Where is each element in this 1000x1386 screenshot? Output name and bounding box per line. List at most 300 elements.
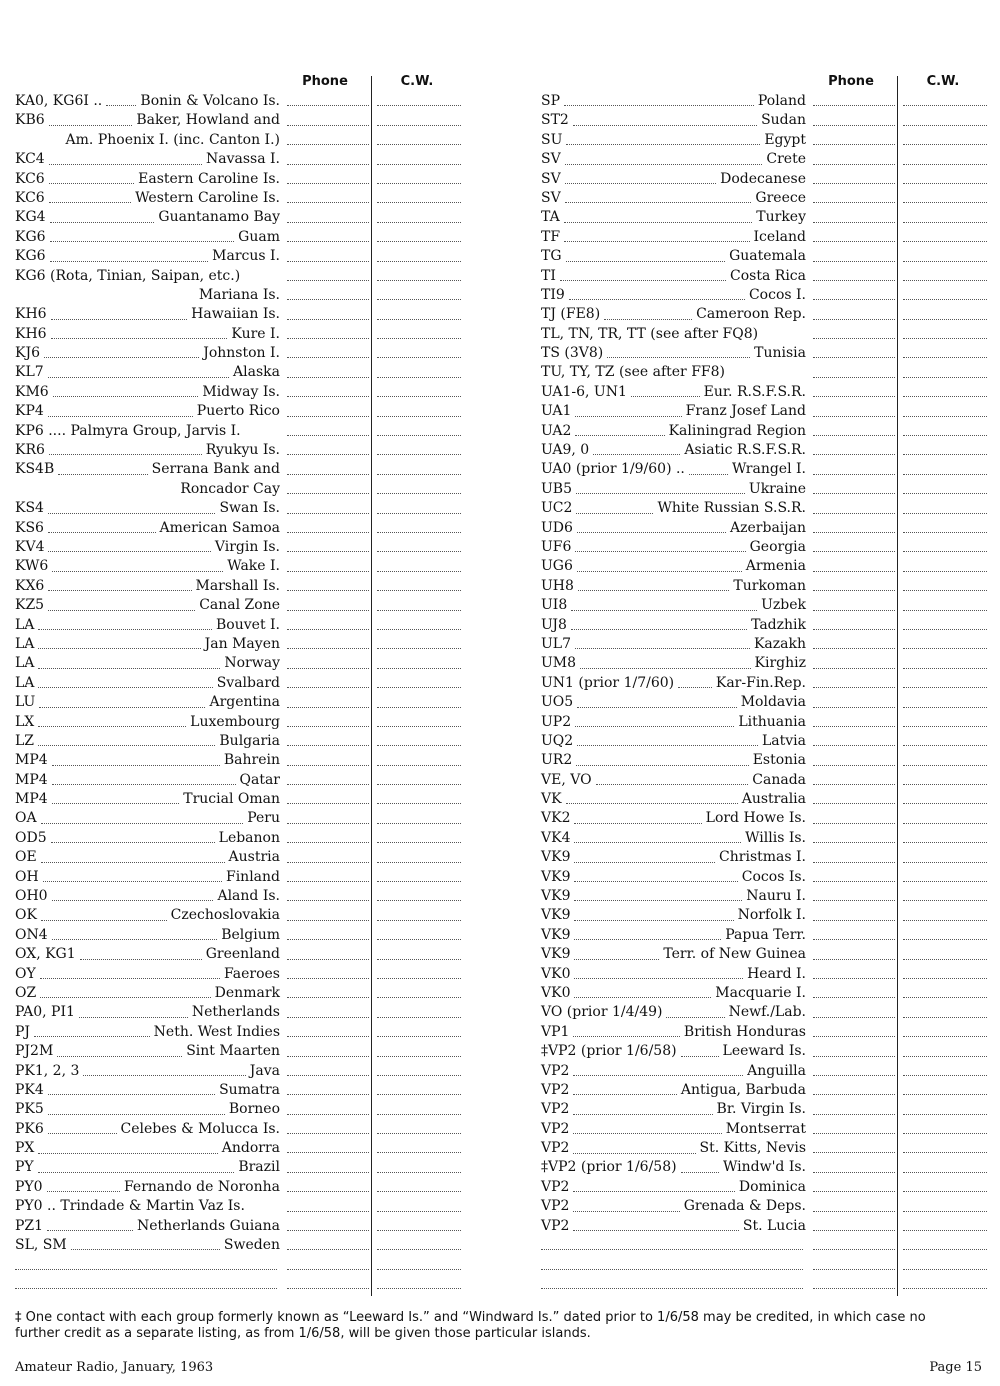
country-name: Antigua, Barbuda: [680, 1081, 806, 1098]
cw-entry-field[interactable]: [377, 997, 461, 998]
phone-entry-field[interactable]: [813, 765, 895, 766]
phone-entry-field[interactable]: [287, 357, 369, 358]
phone-entry-field[interactable]: [813, 241, 895, 242]
phone-entry-field[interactable]: [287, 1036, 369, 1037]
cw-entry-field[interactable]: [903, 1249, 987, 1250]
cw-entry-field[interactable]: [903, 299, 987, 300]
cw-entry-field[interactable]: [377, 454, 461, 455]
cw-entry-field[interactable]: [903, 513, 987, 514]
phone-entry-field[interactable]: [813, 532, 895, 533]
phone-entry-field[interactable]: [287, 1211, 369, 1212]
prefix: VK0: [541, 984, 571, 1001]
cw-entry-field[interactable]: [377, 784, 461, 785]
phone-entry-field[interactable]: [813, 590, 895, 591]
phone-entry-field[interactable]: [287, 454, 369, 455]
cw-entry-field[interactable]: [377, 513, 461, 514]
cw-entry-field[interactable]: [377, 610, 461, 611]
phone-entry-field[interactable]: [813, 202, 895, 203]
cw-entry-field[interactable]: [903, 319, 987, 320]
cw-entry-field[interactable]: [903, 1269, 987, 1270]
phone-entry-field[interactable]: [813, 144, 895, 145]
phone-entry-field[interactable]: [813, 377, 895, 378]
phone-entry-field[interactable]: [287, 1269, 369, 1270]
cw-entry-field[interactable]: [903, 125, 987, 126]
cw-entry-field[interactable]: [903, 416, 987, 417]
phone-entry-field[interactable]: [287, 125, 369, 126]
cw-entry-field[interactable]: [903, 1211, 987, 1212]
country-name: Ukraine: [748, 480, 806, 497]
cw-entry-field[interactable]: [903, 1094, 987, 1095]
cw-entry-field[interactable]: [377, 668, 461, 669]
country-entry: [541, 305, 806, 324]
phone-entry-field[interactable]: [287, 862, 369, 863]
cw-entry-field[interactable]: [377, 1075, 461, 1076]
cw-entry-field[interactable]: [377, 726, 461, 727]
phone-entry-field[interactable]: [813, 959, 895, 960]
phone-entry-field[interactable]: [287, 241, 369, 242]
dot-leader: [49, 111, 133, 130]
phone-entry-field[interactable]: [287, 707, 369, 708]
phone-entry-field[interactable]: [287, 551, 369, 552]
cw-entry-field[interactable]: [903, 803, 987, 804]
cw-entry-field[interactable]: [377, 629, 461, 630]
cw-entry-field[interactable]: [377, 1036, 461, 1037]
cw-entry-field[interactable]: [377, 920, 461, 921]
phone-entry-field[interactable]: [813, 648, 895, 649]
phone-entry-field[interactable]: [813, 222, 895, 223]
blank-country-field[interactable]: [541, 1288, 803, 1289]
phone-entry-field[interactable]: [813, 280, 895, 281]
phone-entry-field[interactable]: [287, 1075, 369, 1076]
phone-entry-field[interactable]: [813, 183, 895, 184]
cw-entry-field[interactable]: [377, 416, 461, 417]
cw-entry-field[interactable]: [903, 823, 987, 824]
dot-leader: [573, 1178, 734, 1197]
blank-country-field[interactable]: [15, 1269, 277, 1270]
cw-entry-field[interactable]: [903, 532, 987, 533]
cw-entry-field[interactable]: [903, 144, 987, 145]
phone-entry-field[interactable]: [813, 125, 895, 126]
phone-entry-field[interactable]: [287, 590, 369, 591]
cw-entry-field[interactable]: [377, 862, 461, 863]
phone-entry-field[interactable]: [287, 765, 369, 766]
cw-entry-field[interactable]: [903, 900, 987, 901]
phone-entry-field[interactable]: [287, 1114, 369, 1115]
phone-entry-field[interactable]: [813, 726, 895, 727]
phone-entry-field[interactable]: [813, 1172, 895, 1173]
prefix: UO5: [541, 694, 574, 711]
cw-entry-field[interactable]: [903, 745, 987, 746]
cw-entry-field[interactable]: [903, 1056, 987, 1057]
phone-entry-field[interactable]: [813, 823, 895, 824]
dot-leader: [574, 809, 701, 828]
prefix: TJ (FE8): [541, 306, 601, 323]
country-name: Lithuania: [738, 713, 806, 730]
phone-entry-field[interactable]: [813, 493, 895, 494]
phone-entry-field[interactable]: [813, 1075, 895, 1076]
phone-entry-field[interactable]: [287, 1056, 369, 1057]
cw-entry-field[interactable]: [903, 1075, 987, 1076]
phone-entry-field[interactable]: [813, 1191, 895, 1192]
cw-entry-field[interactable]: [903, 648, 987, 649]
prefix: PJ2M: [15, 1043, 54, 1060]
cw-entry-field[interactable]: [377, 1094, 461, 1095]
phone-entry-field[interactable]: [287, 920, 369, 921]
cw-entry-field[interactable]: [903, 629, 987, 630]
phone-entry-field[interactable]: [813, 629, 895, 630]
phone-entry-field[interactable]: [813, 1114, 895, 1115]
cw-entry-field[interactable]: [903, 1114, 987, 1115]
cw-entry-field[interactable]: [377, 551, 461, 552]
phone-entry-field[interactable]: [287, 532, 369, 533]
cw-entry-field[interactable]: [377, 474, 461, 475]
cw-entry-field[interactable]: [377, 959, 461, 960]
phone-entry-field[interactable]: [287, 959, 369, 960]
phone-entry-field[interactable]: [287, 377, 369, 378]
phone-entry-field[interactable]: [287, 1191, 369, 1192]
country-name: Windw'd Is.: [722, 1159, 806, 1176]
dot-leader: [574, 829, 741, 848]
cw-entry-field[interactable]: [903, 668, 987, 669]
cw-entry-field[interactable]: [903, 978, 987, 979]
phone-entry-field[interactable]: [813, 707, 895, 708]
cw-entry-field[interactable]: [377, 319, 461, 320]
phone-entry-field[interactable]: [813, 668, 895, 669]
cw-entry-field[interactable]: [377, 590, 461, 591]
phone-entry-field[interactable]: [287, 648, 369, 649]
cw-entry-field[interactable]: [377, 900, 461, 901]
phone-entry-field[interactable]: [813, 1211, 895, 1212]
country-entry: [541, 906, 806, 925]
phone-entry-field[interactable]: [287, 1152, 369, 1153]
phone-entry-field[interactable]: [287, 726, 369, 727]
phone-entry-field[interactable]: [813, 435, 895, 436]
cw-entry-field[interactable]: [903, 707, 987, 708]
cw-entry-field[interactable]: [377, 803, 461, 804]
phone-entry-field[interactable]: [287, 183, 369, 184]
phone-entry-field[interactable]: [813, 261, 895, 262]
country-entry: [541, 965, 806, 984]
phone-entry-field[interactable]: [813, 978, 895, 979]
country-entry: [15, 383, 280, 402]
cw-entry-field[interactable]: [377, 745, 461, 746]
cw-entry-field[interactable]: [903, 590, 987, 591]
dot-leader: [52, 887, 214, 906]
cw-entry-field[interactable]: [903, 1172, 987, 1173]
cw-entry-field[interactable]: [903, 474, 987, 475]
prefix: TG: [541, 248, 562, 265]
phone-entry-field[interactable]: [813, 357, 895, 358]
country-name: St. Lucia: [742, 1217, 806, 1234]
cw-entry-field[interactable]: [903, 1230, 987, 1231]
phone-entry-field[interactable]: [287, 784, 369, 785]
cw-entry-field[interactable]: [377, 571, 461, 572]
cw-entry-field[interactable]: [903, 377, 987, 378]
country-entry: [541, 422, 806, 441]
phone-entry-field[interactable]: [813, 513, 895, 514]
cw-entry-field[interactable]: [377, 144, 461, 145]
cw-entry-field[interactable]: [903, 1152, 987, 1153]
phone-entry-field[interactable]: [287, 687, 369, 688]
phone-entry-field[interactable]: [287, 900, 369, 901]
phone-entry-field[interactable]: [813, 881, 895, 882]
phone-entry-field[interactable]: [287, 1230, 369, 1231]
dot-leader: [38, 654, 220, 673]
cw-entry-field[interactable]: [377, 1133, 461, 1134]
cw-entry-field[interactable]: [377, 765, 461, 766]
cw-entry-field[interactable]: [903, 357, 987, 358]
phone-entry-field[interactable]: [287, 1172, 369, 1173]
phone-entry-field[interactable]: [287, 610, 369, 611]
dot-leader: [51, 325, 228, 344]
cw-entry-field[interactable]: [903, 1017, 987, 1018]
cw-entry-field[interactable]: [377, 202, 461, 203]
cw-entry-field[interactable]: [377, 338, 461, 339]
cw-entry-field[interactable]: [903, 222, 987, 223]
phone-entry-field[interactable]: [287, 513, 369, 514]
phone-entry-field[interactable]: [813, 1036, 895, 1037]
cw-entry-field[interactable]: [377, 1056, 461, 1057]
prefix: UQ2: [541, 732, 574, 749]
phone-entry-field[interactable]: [287, 1288, 369, 1289]
dot-leader: [52, 557, 223, 576]
cw-entry-field[interactable]: [377, 1249, 461, 1250]
phone-entry-field[interactable]: [287, 978, 369, 979]
dot-leader: [38, 674, 212, 693]
cw-entry-field[interactable]: [377, 687, 461, 688]
phone-entry-field[interactable]: [813, 997, 895, 998]
phone-entry-field[interactable]: [813, 1152, 895, 1153]
phone-entry-field[interactable]: [287, 571, 369, 572]
cw-entry-field[interactable]: [903, 939, 987, 940]
phone-entry-field[interactable]: [813, 920, 895, 921]
phone-entry-field[interactable]: [287, 338, 369, 339]
cw-entry-field[interactable]: [903, 493, 987, 494]
phone-entry-field[interactable]: [813, 105, 895, 106]
cw-entry-field[interactable]: [903, 261, 987, 262]
country-entry: [15, 1042, 280, 1061]
cw-entry-field[interactable]: [377, 105, 461, 106]
cw-entry-field[interactable]: [377, 183, 461, 184]
phone-entry-field[interactable]: [287, 1133, 369, 1134]
cw-entry-field[interactable]: [377, 1211, 461, 1212]
cw-entry-field[interactable]: [903, 454, 987, 455]
phone-entry-field[interactable]: [813, 610, 895, 611]
phone-entry-field[interactable]: [813, 862, 895, 863]
cw-entry-field[interactable]: [903, 959, 987, 960]
phone-entry-field[interactable]: [287, 997, 369, 998]
phone-entry-field[interactable]: [813, 939, 895, 940]
phone-entry-field[interactable]: [287, 164, 369, 165]
phone-entry-field[interactable]: [813, 299, 895, 300]
phone-entry-field[interactable]: [287, 261, 369, 262]
cw-entry-field[interactable]: [903, 241, 987, 242]
phone-entry-field[interactable]: [813, 416, 895, 417]
phone-entry-field[interactable]: [813, 1133, 895, 1134]
cw-entry-field[interactable]: [903, 862, 987, 863]
cw-entry-field[interactable]: [377, 1172, 461, 1173]
phone-entry-field[interactable]: [813, 784, 895, 785]
phone-entry-field[interactable]: [287, 319, 369, 320]
cw-entry-field[interactable]: [377, 532, 461, 533]
phone-entry-field[interactable]: [287, 144, 369, 145]
cw-entry-field[interactable]: [903, 687, 987, 688]
phone-entry-field[interactable]: [287, 222, 369, 223]
prefix: KH6: [15, 306, 47, 323]
phone-entry-field[interactable]: [813, 1288, 895, 1289]
cw-entry-field[interactable]: [377, 1191, 461, 1192]
prefix: SV: [541, 189, 561, 206]
cw-entry-field[interactable]: [377, 823, 461, 824]
cw-entry-field[interactable]: [377, 939, 461, 940]
country-name: Lord Howe Is.: [705, 810, 806, 827]
prefix: KG4: [15, 209, 46, 226]
country-name: Baker, Howland and: [136, 112, 280, 129]
cw-entry-field[interactable]: [903, 280, 987, 281]
cw-entry-field[interactable]: [377, 357, 461, 358]
cw-entry-field[interactable]: [377, 1152, 461, 1153]
cw-entry-field[interactable]: [903, 551, 987, 552]
cw-entry-field[interactable]: [377, 222, 461, 223]
cw-entry-field[interactable]: [377, 1269, 461, 1270]
phone-entry-field[interactable]: [813, 842, 895, 843]
phone-entry-field[interactable]: [813, 1269, 895, 1270]
cw-entry-field[interactable]: [377, 648, 461, 649]
cw-entry-field[interactable]: [903, 1191, 987, 1192]
phone-entry-field[interactable]: [813, 319, 895, 320]
phone-entry-field[interactable]: [287, 881, 369, 882]
phone-entry-field[interactable]: [813, 1017, 895, 1018]
cw-entry-field[interactable]: [903, 920, 987, 921]
phone-entry-field[interactable]: [287, 745, 369, 746]
phone-entry-field[interactable]: [287, 396, 369, 397]
cw-entry-field[interactable]: [377, 396, 461, 397]
phone-entry-field[interactable]: [287, 1094, 369, 1095]
phone-entry-field[interactable]: [813, 1249, 895, 1250]
cw-entry-field[interactable]: [377, 493, 461, 494]
phone-entry-field[interactable]: [813, 687, 895, 688]
cw-entry-field[interactable]: [377, 280, 461, 281]
phone-entry-field[interactable]: [287, 629, 369, 630]
phone-entry-field[interactable]: [287, 1249, 369, 1250]
dot-leader: [578, 577, 729, 596]
cw-entry-field[interactable]: [377, 978, 461, 979]
dot-leader: [574, 906, 733, 925]
phone-entry-field[interactable]: [287, 493, 369, 494]
cw-entry-field[interactable]: [377, 435, 461, 436]
cw-entry-field[interactable]: [903, 164, 987, 165]
cw-entry-field[interactable]: [377, 164, 461, 165]
phone-entry-field[interactable]: [813, 571, 895, 572]
cw-entry-field[interactable]: [377, 261, 461, 262]
dot-leader: [48, 499, 215, 518]
phone-entry-field[interactable]: [287, 280, 369, 281]
phone-entry-field[interactable]: [813, 474, 895, 475]
cw-entry-field[interactable]: [377, 241, 461, 242]
blank-country-field[interactable]: [541, 1269, 803, 1270]
phone-entry-field[interactable]: [287, 202, 369, 203]
cw-entry-field[interactable]: [377, 842, 461, 843]
phone-entry-field[interactable]: [813, 900, 895, 901]
cw-entry-field[interactable]: [903, 997, 987, 998]
country-name: Marshall Is.: [195, 577, 280, 594]
phone-entry-field[interactable]: [813, 396, 895, 397]
phone-entry-field[interactable]: [287, 299, 369, 300]
dot-leader: [577, 732, 758, 751]
phone-entry-field[interactable]: [813, 803, 895, 804]
cw-entry-field[interactable]: [903, 435, 987, 436]
cw-entry-field[interactable]: [903, 1288, 987, 1289]
cw-entry-field[interactable]: [903, 202, 987, 203]
country-entry: [15, 557, 280, 576]
country-entry: [15, 1081, 280, 1100]
cw-entry-field[interactable]: [377, 299, 461, 300]
cw-entry-field[interactable]: [377, 1230, 461, 1231]
prefix: LU: [15, 694, 36, 711]
cw-entry-field[interactable]: [903, 726, 987, 727]
blank-country-field[interactable]: [15, 1288, 277, 1289]
phone-entry-field[interactable]: [287, 416, 369, 417]
cw-entry-field[interactable]: [903, 784, 987, 785]
cw-entry-field[interactable]: [377, 125, 461, 126]
cw-entry-field[interactable]: [377, 1017, 461, 1018]
phone-entry-field[interactable]: [813, 338, 895, 339]
phone-entry-field[interactable]: [813, 745, 895, 746]
cw-entry-field[interactable]: [903, 105, 987, 106]
cw-entry-field[interactable]: [377, 1114, 461, 1115]
cw-entry-field[interactable]: [903, 881, 987, 882]
country-entry: [15, 732, 280, 751]
country-name: Egypt: [764, 131, 806, 148]
phone-entry-field[interactable]: [813, 164, 895, 165]
phone-entry-field[interactable]: [813, 454, 895, 455]
phone-entry-field[interactable]: [813, 1056, 895, 1057]
phone-entry-field[interactable]: [287, 1017, 369, 1018]
cw-entry-field[interactable]: [903, 183, 987, 184]
phone-entry-field[interactable]: [813, 551, 895, 552]
phone-entry-field[interactable]: [287, 474, 369, 475]
phone-entry-field[interactable]: [813, 1230, 895, 1231]
country-entry: [541, 1158, 806, 1177]
cw-entry-field[interactable]: [903, 610, 987, 611]
cw-entry-field[interactable]: [377, 881, 461, 882]
prefix: MP4: [15, 752, 48, 769]
cw-entry-field[interactable]: [903, 1133, 987, 1134]
cw-entry-field[interactable]: [377, 377, 461, 378]
cw-entry-field[interactable]: [903, 765, 987, 766]
cw-entry-field[interactable]: [903, 396, 987, 397]
phone-entry-field[interactable]: [287, 668, 369, 669]
phone-entry-field[interactable]: [287, 823, 369, 824]
phone-entry-field[interactable]: [287, 105, 369, 106]
cw-entry-field[interactable]: [903, 338, 987, 339]
cw-entry-field[interactable]: [903, 1036, 987, 1037]
phone-entry-field[interactable]: [813, 1094, 895, 1095]
phone-entry-field[interactable]: [287, 435, 369, 436]
cw-entry-field[interactable]: [903, 842, 987, 843]
country-name: Willis Is.: [745, 829, 806, 846]
blank-country-field[interactable]: [541, 1249, 803, 1250]
phone-entry-field[interactable]: [287, 842, 369, 843]
phone-entry-field[interactable]: [287, 803, 369, 804]
prefix: PJ: [15, 1023, 31, 1040]
cw-entry-field[interactable]: [903, 571, 987, 572]
cw-entry-field[interactable]: [377, 1288, 461, 1289]
cw-entry-field[interactable]: [377, 707, 461, 708]
country-entry: [541, 170, 806, 189]
phone-entry-field[interactable]: [287, 939, 369, 940]
dot-leader: [48, 1100, 225, 1119]
